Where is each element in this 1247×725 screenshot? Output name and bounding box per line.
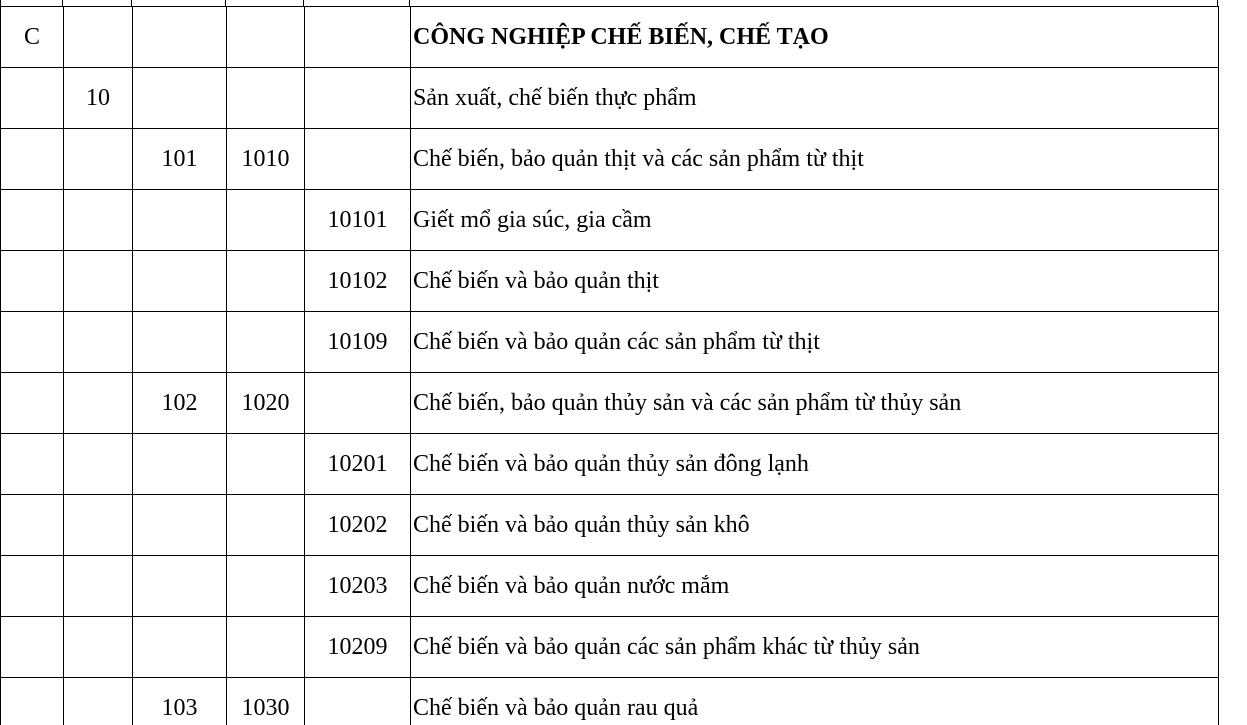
level5-code-cell	[305, 68, 411, 129]
level2-code-cell	[64, 373, 133, 434]
level3-code-cell: 101	[133, 129, 227, 190]
table-row	[1, 495, 1219, 556]
level3-code-cell: 102	[133, 373, 227, 434]
table-row	[1, 129, 1219, 190]
section-code-cell: C	[1, 7, 64, 68]
level5-code-cell: 10101	[305, 190, 411, 251]
industry-name-cell: Chế biến và bảo quản thủy sản khô	[411, 495, 1219, 556]
level4-code-cell	[227, 251, 305, 312]
industry-name-cell: Chế biến và bảo quản các sản phẩm từ thịt	[411, 312, 1219, 373]
level5-code-cell	[305, 7, 411, 68]
level2-code-cell	[64, 190, 133, 251]
level2-code-cell	[64, 312, 133, 373]
industry-name-cell: Chế biến và bảo quản nước mắm	[411, 556, 1219, 617]
section-code-cell	[1, 495, 64, 556]
section-code-cell	[1, 312, 64, 373]
level4-code-cell	[227, 7, 305, 68]
level3-code-cell	[133, 68, 227, 129]
level5-code-cell: 10109	[305, 312, 411, 373]
level2-code-cell	[64, 617, 133, 678]
level3-code-cell	[133, 556, 227, 617]
level2-code-cell	[64, 434, 133, 495]
level2-code-cell	[64, 7, 133, 68]
level4-code-cell: 1010	[227, 129, 305, 190]
section-code-cell	[1, 68, 64, 129]
level4-code-cell	[227, 556, 305, 617]
level3-code-cell	[133, 312, 227, 373]
level5-code-cell: 10102	[305, 251, 411, 312]
industry-code-table	[0, 6, 1219, 725]
level4-code-cell	[227, 68, 305, 129]
table-row	[1, 68, 1219, 129]
industry-name-cell: Chế biến và bảo quản rau quả	[411, 678, 1219, 725]
industry-name-cell: CÔNG NGHIỆP CHẾ BIẾN, CHẾ TẠO	[411, 7, 1219, 68]
level2-code-cell	[64, 678, 133, 725]
level3-code-cell: 103	[133, 678, 227, 725]
level3-code-cell	[133, 190, 227, 251]
section-code-cell	[1, 434, 64, 495]
table-row	[1, 251, 1219, 312]
level5-code-cell: 10202	[305, 495, 411, 556]
section-code-cell	[1, 373, 64, 434]
table-row	[1, 678, 1219, 725]
level4-code-cell: 1030	[227, 678, 305, 725]
table-row	[1, 7, 1219, 68]
section-code-cell	[1, 251, 64, 312]
level4-code-cell	[227, 312, 305, 373]
table-row	[1, 190, 1219, 251]
section-code-cell	[1, 129, 64, 190]
table-row	[1, 617, 1219, 678]
level4-code-cell	[227, 190, 305, 251]
table-row	[1, 373, 1219, 434]
industry-name-cell: Chế biến, bảo quản thịt và các sản phẩm từ thịt	[411, 129, 1219, 190]
level3-code-cell	[133, 617, 227, 678]
table-row	[1, 312, 1219, 373]
level4-code-cell	[227, 617, 305, 678]
industry-name-cell: Sản xuất, chế biến thực phẩm	[411, 68, 1219, 129]
level3-code-cell	[133, 251, 227, 312]
industry-name-cell: Chế biến và bảo quản thủy sản đông lạnh	[411, 434, 1219, 495]
level3-code-cell	[133, 434, 227, 495]
level4-code-cell	[227, 495, 305, 556]
industry-name-cell: Chế biến và bảo quản thịt	[411, 251, 1219, 312]
table-row	[1, 556, 1219, 617]
level3-code-cell	[133, 7, 227, 68]
section-code-cell	[1, 556, 64, 617]
level2-code-cell: 10	[64, 68, 133, 129]
section-code-cell	[1, 678, 64, 725]
level4-code-cell: 1020	[227, 373, 305, 434]
level5-code-cell: 10201	[305, 434, 411, 495]
level5-code-cell	[305, 373, 411, 434]
table-row	[1, 434, 1219, 495]
level2-code-cell	[64, 129, 133, 190]
level5-code-cell	[305, 678, 411, 725]
section-code-cell	[1, 190, 64, 251]
level5-code-cell: 10203	[305, 556, 411, 617]
industry-name-cell: Giết mổ gia súc, gia cầm	[411, 190, 1219, 251]
level5-code-cell	[305, 129, 411, 190]
industry-name-cell: Chế biến, bảo quản thủy sản và các sản phẩm từ thủy sản	[411, 373, 1219, 434]
level2-code-cell	[64, 251, 133, 312]
section-code-cell	[1, 617, 64, 678]
level2-code-cell	[64, 495, 133, 556]
industry-code-table-body	[1, 7, 1219, 725]
level2-code-cell	[64, 556, 133, 617]
level5-code-cell: 10209	[305, 617, 411, 678]
level3-code-cell	[133, 495, 227, 556]
industry-name-cell: Chế biến và bảo quản các sản phẩm khác từ thủy sản	[411, 617, 1219, 678]
level4-code-cell	[227, 434, 305, 495]
